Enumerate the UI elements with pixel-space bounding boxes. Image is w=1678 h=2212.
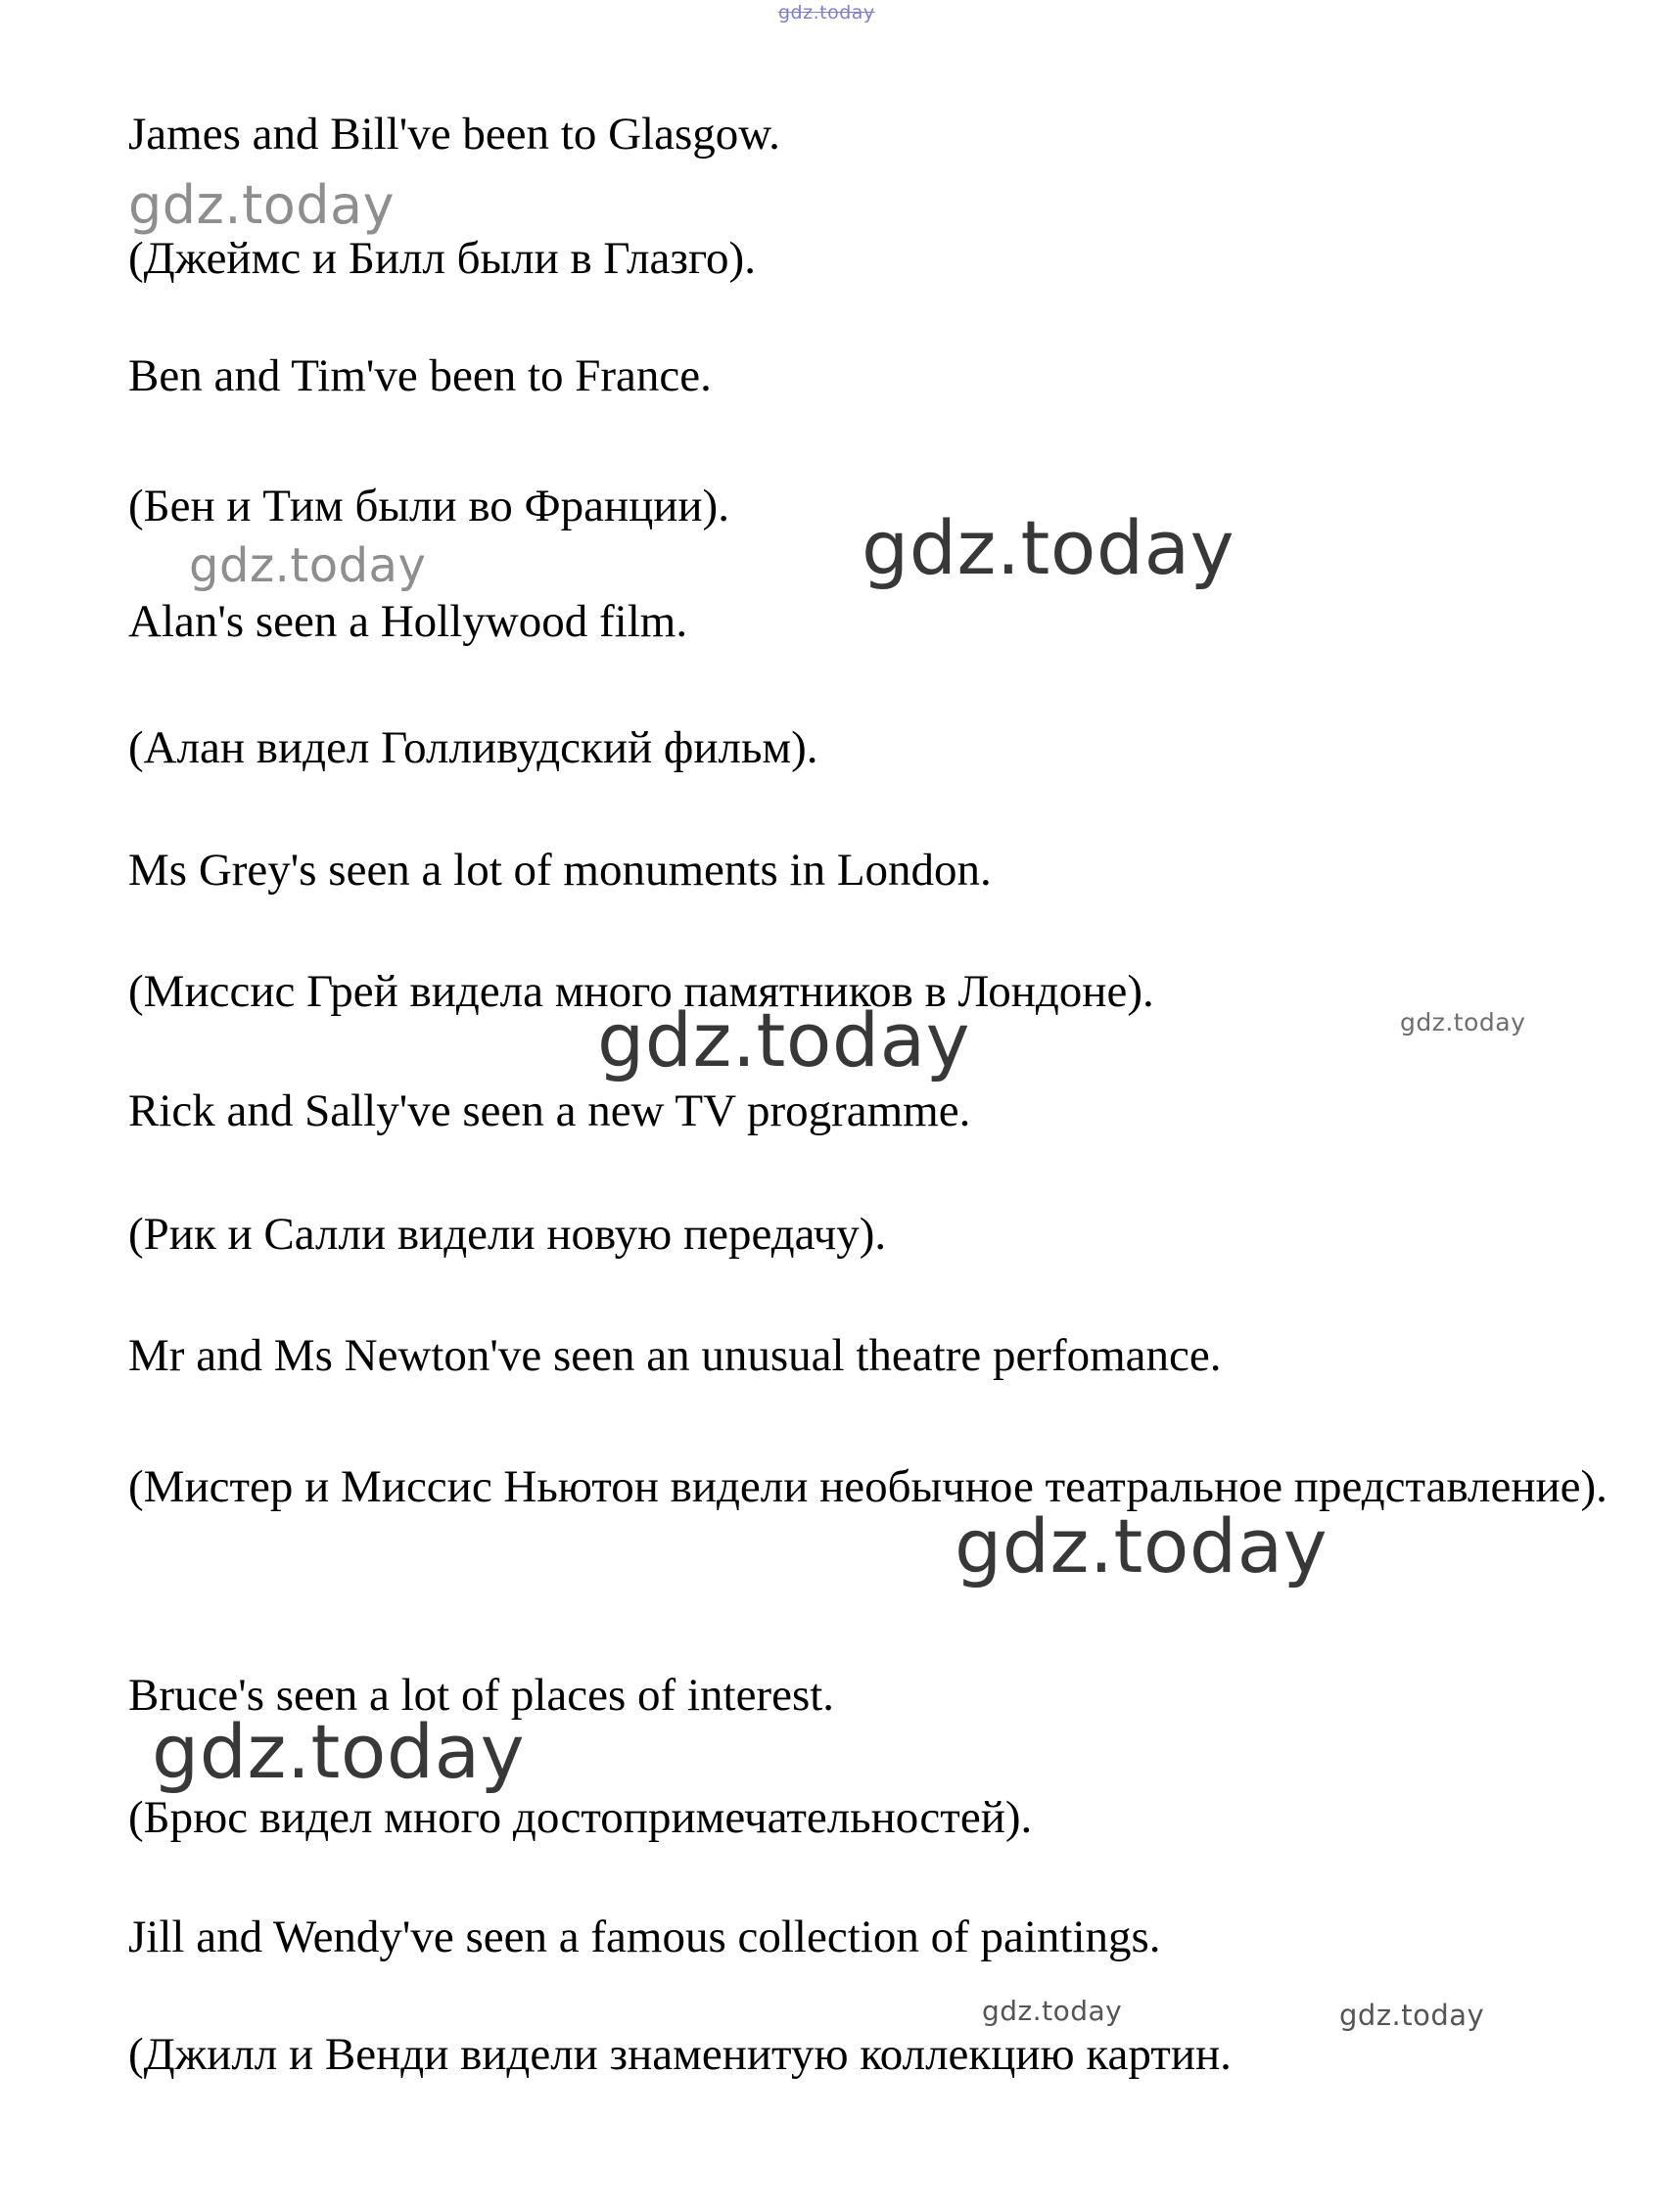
watermark-small-2: gdz.today bbox=[982, 1995, 1123, 2027]
sentence-ru-3: (Алан видел Голливудский фильм). bbox=[128, 722, 818, 773]
sentence-en-3: Alan's seen a Hollywood film. bbox=[128, 596, 688, 647]
watermark-gray-1: gdz.today bbox=[128, 174, 396, 236]
watermark-large-2: gdz.today bbox=[597, 996, 971, 1083]
sentence-en-6: Mr and Ms Newton've seen an unusual theatre perfomance. bbox=[128, 1330, 1222, 1381]
sentence-en-4: Ms Grey's seen a lot of monuments in London. bbox=[128, 845, 992, 896]
sentence-ru-4: (Миссис Грей видела много памятников в Лондоне). bbox=[128, 966, 1154, 1017]
sentence-en-1: James and Bill've been to Glasgow. bbox=[128, 109, 780, 160]
watermark-gray-2: gdz.today bbox=[189, 538, 427, 593]
sentence-en-8: Jill and Wendy've seen a famous collection of paintings. bbox=[128, 1912, 1161, 1962]
sentence-ru-6: (Мистер и Миссис Ньютон видели необычное театральное представление). bbox=[128, 1461, 1608, 1512]
sentence-ru-5: (Рик и Салли видели новую передачу). bbox=[128, 1209, 887, 1260]
watermark-large-3: gdz.today bbox=[955, 1502, 1328, 1590]
watermark-top: gdz.today bbox=[778, 2, 875, 23]
sentence-ru-7: (Брюс видел много достопримечательностей). bbox=[128, 1792, 1033, 1843]
sentence-en-7: Bruce's seen a lot of places of interest. bbox=[128, 1670, 835, 1721]
sentence-ru-1: (Джеймс и Билл были в Глазго). bbox=[128, 233, 756, 284]
watermark-large-1: gdz.today bbox=[862, 504, 1235, 591]
sentence-ru-8: (Джилл и Венди видели знаменитую коллекцию картин. bbox=[128, 2029, 1232, 2080]
sentence-en-5: Rick and Sally've seen a new TV programme. bbox=[128, 1085, 971, 1136]
sentence-en-2: Ben and Tim've been to France. bbox=[128, 350, 712, 401]
watermark-small-1: gdz.today bbox=[1400, 1008, 1526, 1037]
watermark-large-4: gdz.today bbox=[152, 1708, 526, 1795]
sentence-ru-2: (Бен и Тим были во Франции). bbox=[128, 481, 729, 531]
watermark-small-3: gdz.today bbox=[1339, 1999, 1485, 2032]
